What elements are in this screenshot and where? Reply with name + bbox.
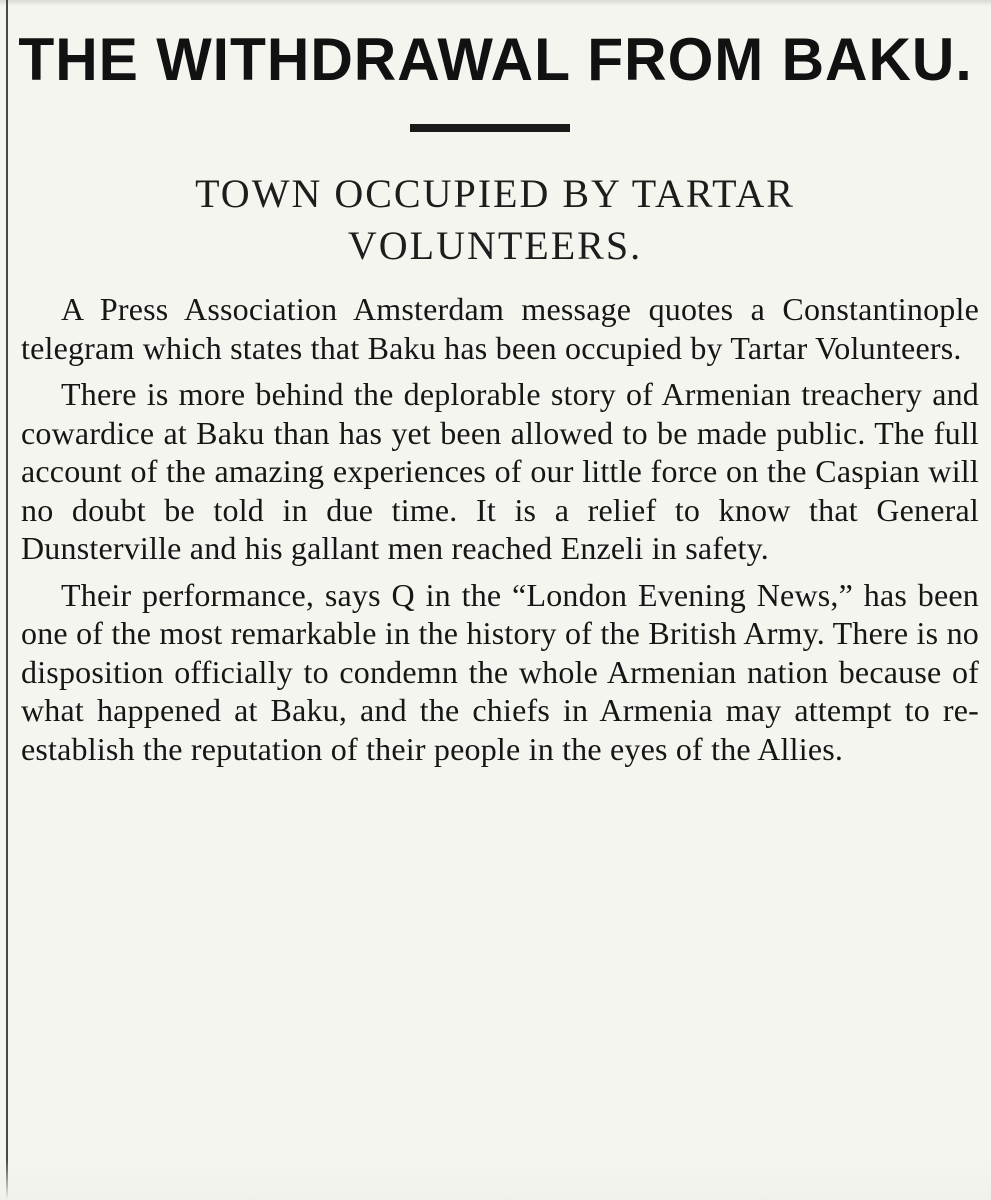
- article-headline: THE WITHDRAWAL FROM BAKU.: [18, 26, 973, 93]
- paper-bottom-edge: [0, 1160, 991, 1200]
- article-body: [21, 290, 979, 776]
- paragraph-3: Their performance, says Q in the “London Evening News,” has been one of the most remarkable in the history of the British Army. There is no disposition officially to condemn the whole Armenian nation because of what happened at Baku, and the chiefs in Armenia may attempt to re-establish the reputation of their people in the eyes of the Allies.: [21, 576, 979, 767]
- paragraph-2: There is more behind the deplorable story of Armenian treachery and cowardice at Baku than has yet been allowed to be made public. The full account of the amazing experiences of our little force on the Caspian will no doubt be told in due time. It is a relief to know that General Dunsterville and his gallant men reached Enzeli in safety.: [21, 376, 979, 566]
- article-subheadline: TOWN OCCUPIED BY TARTAR VOLUNTEERS.: [195, 171, 795, 268]
- headline-divider: [410, 124, 570, 132]
- paragraph-1: A Press Association Amsterdam message quotes a Constantinople telegram which states that Baku has been occupied by Tartar Volunteers.: [21, 291, 979, 366]
- paper-edge-shadow: [0, 0, 991, 6]
- column-rule: [6, 0, 8, 1200]
